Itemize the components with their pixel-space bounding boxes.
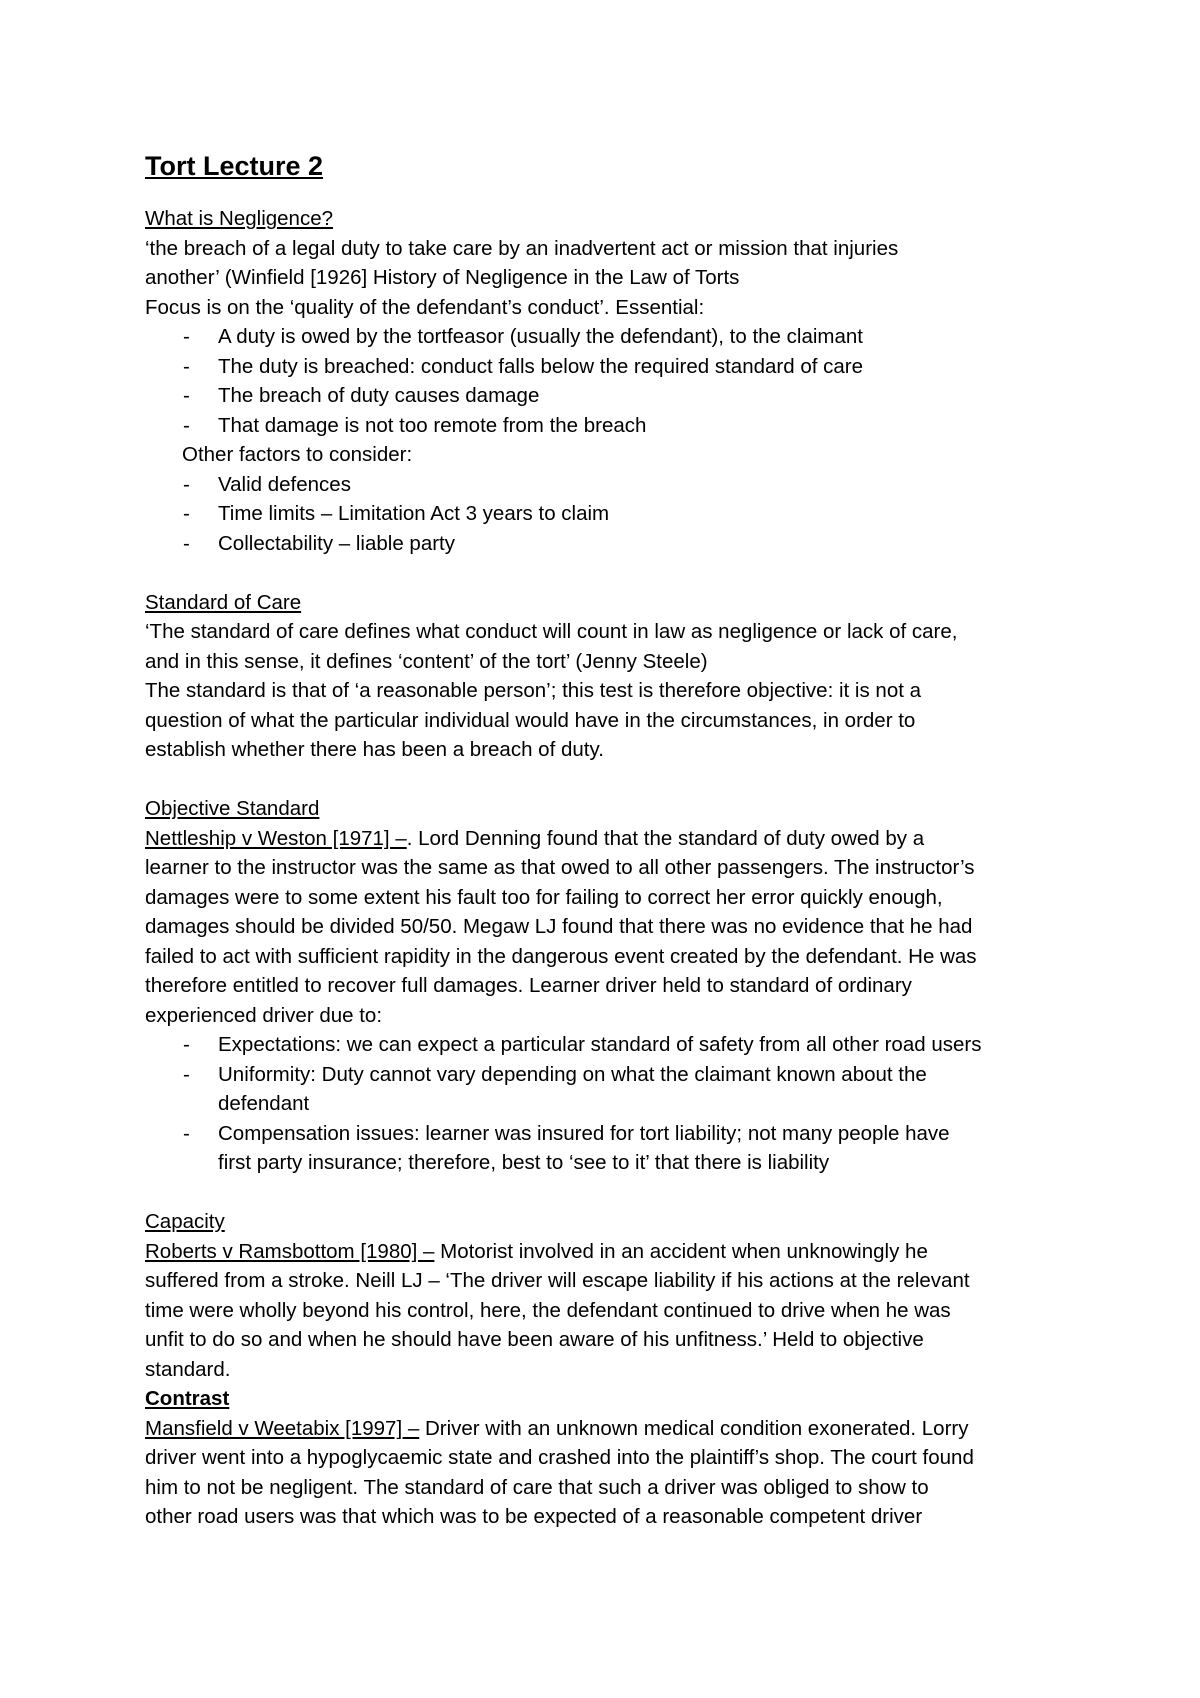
list-item: - Expectations: we can expect a particular standard of safety from all other road users [145, 1030, 1025, 1060]
paragraph-line [145, 824, 1095, 854]
paragraph-line: experienced driver due to: [145, 1003, 383, 1027]
paragraph-line: driver went into a hypoglycaemic state and crashed into the plaintiff’s shop. The court found [145, 1446, 974, 1469]
paragraph-line: other road users was that which was to be expected of a reasonable competent driver [145, 1505, 923, 1528]
paragraph-line: question of what the particular individual would have in the circumstances, in order to [145, 708, 916, 732]
heading-standard-of-care: Standard of Care [145, 590, 302, 614]
paragraph-line [145, 1414, 1095, 1444]
list-item: - Collectability – liable party [145, 529, 1095, 559]
spacer [145, 765, 1095, 795]
focus-line: Focus is on the ‘quality of the defendant’s conduct’. Essential: [145, 295, 705, 319]
list-item: - Uniformity: Duty cannot vary depending on what the claimant known about the defendant [145, 1060, 1025, 1119]
spacer [145, 558, 1095, 588]
paragraph-line: The standard is that of ‘a reasonable person’; this test is therefore objective: it is not a [145, 679, 922, 702]
paragraph-line: damages should be divided 50/50. Megaw LJ found that there was no evidence that he had [145, 915, 973, 938]
paragraph-line [145, 1237, 1095, 1267]
paragraph-line: and in this sense, it defines ‘content’ of the tort’ (Jenny Steele) [145, 649, 708, 673]
document-content [145, 148, 1095, 1532]
case-name-nettleship: Nettleship v Weston [1971] – [145, 826, 407, 850]
spacer [145, 1178, 1095, 1208]
other-factors-list [145, 470, 1095, 559]
heading-objective-standard: Objective Standard [145, 797, 320, 820]
other-factors-label: Other factors to consider: [182, 443, 413, 466]
negligence-quote-line-2: another’ (Winfield [1926] History of Negligence in the Law of Torts [145, 266, 740, 289]
heading-what-is-negligence: What is Negligence? [145, 207, 334, 230]
paragraph-line: establish whether there has been a breach of duty. [145, 738, 604, 761]
contrast-label: Contrast [145, 1387, 230, 1410]
paragraph-line: therefore entitled to recover full damages. Learner driver held to standard of ordinary [145, 974, 912, 997]
list-item: - The breach of duty causes damage [145, 381, 1095, 411]
case-name-mansfield: Mansfield v Weetabix [1997] – [145, 1416, 420, 1440]
list-item: - That damage is not too remote from the breach [145, 411, 1095, 441]
heading-capacity: Capacity [145, 1210, 225, 1233]
list-item: - Valid defences [145, 470, 1095, 500]
paragraph-line: damages were to some extent his fault too for failing to correct her error quickly enough, [145, 885, 943, 909]
page-title: Tort Lecture 2 [145, 151, 324, 181]
case-name-roberts: Roberts v Ramsbottom [1980] – [145, 1239, 435, 1263]
essentials-list [145, 322, 1095, 440]
paragraph-line: standard. [145, 1357, 231, 1381]
negligence-quote-line-1: ‘the breach of a legal duty to take care by an inadvertent act or mission that injuries [145, 236, 899, 260]
paragraph-line: unfit to do so and when he should have been aware of his unfitness.’ Held to objective [145, 1328, 924, 1351]
case-text: . Lord Denning found that the standard of duty owed by a [406, 826, 925, 850]
paragraph-line: ‘The standard of care defines what conduct will count in law as negligence or lack of care, [145, 620, 958, 643]
reasons-list [145, 1030, 1025, 1178]
list-item: - Time limits – Limitation Act 3 years to claim [145, 499, 1095, 529]
paragraph-line: suffered from a stroke. Neill LJ – ‘The driver will escape liability if his actions at the relevant [145, 1269, 970, 1292]
paragraph-line: time were wholly beyond his control, here, the defendant continued to drive when he was [145, 1298, 951, 1322]
list-item: - Compensation issues: learner was insured for tort liability; not many people have first party insurance; therefore, best to ‘see to it’ that there is liability [145, 1119, 1025, 1178]
case-text: Motorist involved in an accident when unknowingly he [434, 1239, 928, 1263]
paragraph-line: learner to the instructor was the same as that owed to all other passengers. The instructor’s [145, 856, 975, 879]
paragraph-line: him to not be negligent. The standard of care that such a driver was obliged to show to [145, 1475, 929, 1499]
case-text: Driver with an unknown medical condition exonerated. Lorry [419, 1416, 969, 1440]
list-item: - A duty is owed by the tortfeasor (usually the defendant), to the claimant [145, 322, 1095, 352]
paragraph-line: failed to act with sufficient rapidity in the dangerous event created by the defendant. He was [145, 944, 977, 968]
list-item: - The duty is breached: conduct falls below the required standard of care [145, 352, 1095, 382]
